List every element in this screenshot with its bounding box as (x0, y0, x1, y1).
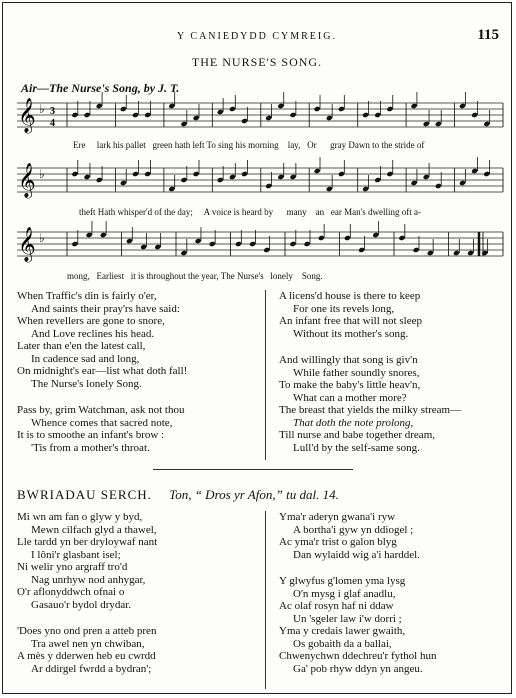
stanza (17, 511, 257, 611)
verse-line: A mès y dderwen heb eu cwrdd (17, 650, 156, 662)
verse-line: Mi wn am fan o glyw y byd, (17, 511, 143, 523)
verse-line: Mewn cilfach glyd a thawel, (31, 523, 157, 536)
stanza (279, 511, 499, 561)
song2-title: BWRIADAU SERCH. (17, 487, 152, 502)
verse-line: O'n mysg i glaf anadlu, (293, 587, 396, 600)
verse-line: I lôni'r glasbant isel; (31, 548, 121, 561)
book-page (2, 2, 512, 694)
verse-line: It is to smoothe an infant's brow : (17, 429, 165, 441)
verse-line: Ac yma'r trist o galon blyg (279, 536, 397, 548)
treble-clef-icon: 𝄞 (18, 163, 36, 198)
verses-right-column (279, 290, 499, 468)
flat-icon: ♭ (39, 167, 45, 181)
verse-line: Yma'r aderyn gwana'i ryw (279, 511, 396, 523)
verse-line: Whence comes that sacred note, (31, 416, 173, 429)
song-title: THE NURSE'S SONG. (191, 55, 323, 69)
verse-line: And saints their pray'rs have said: (31, 302, 180, 315)
lyric-line-1: Ere lark his pallet green hath left To sing his morning lay, Or gray Dawn to the stride of (73, 140, 425, 150)
verse-line: What can a mother more? (293, 391, 407, 404)
verse-line: 'Tis from a mother's throat. (31, 441, 150, 454)
tune-reference: Ton, “ Dros yr Afon,” tu dal. 14. (169, 487, 339, 502)
flat-icon: ♭ (39, 231, 45, 245)
verse-line: Later than e'en the latest call, (17, 340, 146, 352)
verse-line: Chwenychwn ddechreu'r fythol hun (279, 650, 437, 662)
treble-clef-icon: 𝄞 (18, 98, 36, 133)
verse-line: And willingly that song is giv'n (279, 354, 418, 366)
verse-line: An infant free that will not sleep (279, 315, 422, 327)
verse-line: Ni welir yno argraff tro'd (17, 561, 128, 573)
lyric-line-2: theft Hath whisper'd of the day; A voice is heard by many an ear Man's dwelling oft a- (79, 207, 421, 217)
verse-line: When revellers are gone to snore, (17, 315, 165, 327)
verse-line: Without its mother's song. (293, 327, 409, 340)
verse-line: Yma y credais lawer gwaith, (279, 625, 406, 637)
verse-line: Pass by, grim Watchman, ask not thou (17, 404, 185, 416)
lyric-line-3: mong, Earliest it is throughout the year, The Nurse's lonely Song. (67, 271, 323, 281)
time-signature-icon: 3 (50, 106, 55, 117)
verse-line: Gasauo'r bydol drydar. (31, 598, 132, 611)
treble-clef-icon: 𝄞 (18, 227, 36, 262)
time-signature-icon: 4 (50, 118, 55, 129)
page-number: 115 (477, 27, 499, 43)
stanza (17, 290, 257, 390)
verse-line: Ga' pob rhyw ddyn yn angeu. (293, 662, 423, 675)
verse-line: Lull'd by the self-same song. (293, 441, 420, 454)
verse-line: Y glwyfus g'lomen yma lysg (279, 575, 406, 587)
running-title: Y CANIEDYDD CYMREIG. (177, 31, 337, 42)
stanza (17, 625, 257, 675)
verse-line: To make the baby's little heav'n, (279, 379, 421, 391)
air-credit: Air—The Nurse's Song, by J. T. (21, 81, 180, 95)
verse-line: Till nurse and babe together dream, (279, 429, 435, 441)
verse-line: 'Does yno ond pren a atteb pren (17, 625, 157, 637)
song2-left-column (17, 511, 257, 689)
verse-line: That doth the note prolong, (293, 416, 414, 429)
flat-icon: ♭ (39, 102, 45, 116)
verse-line: The breast that yields the milky stream— (279, 404, 462, 416)
verse-line: When Traffic's din is fairly o'er, (17, 290, 157, 302)
verse-line: A bortha'i gyw yn ddiogel ; (293, 523, 414, 536)
verse-line: The Nurse's lonely Song. (31, 377, 142, 390)
verse-line: Un 'sgeler law i'w dorri ; (293, 612, 402, 625)
stanza (279, 354, 499, 454)
verses-left-column (17, 290, 257, 468)
song2-heading (17, 487, 507, 503)
verse-line: Tra awel nen yn chwiban, (31, 637, 145, 650)
column-divider (265, 290, 266, 460)
verse-line: On midnight's ear—list what doth fall! (17, 365, 188, 377)
section-rule (153, 469, 353, 470)
verse-line: While father soundly snores, (293, 366, 420, 379)
stanza (279, 575, 499, 675)
verse-line: A licens'd house is there to keep (279, 290, 421, 302)
stanza (17, 404, 257, 454)
verse-line: Lle tardd yn ber dryloywaf nant (17, 536, 158, 548)
column-divider (265, 511, 266, 689)
verse-line: O'r aflonyddwch ofnai o (17, 586, 125, 598)
verse-line: Nag unrhyw nod anhygar, (31, 573, 146, 586)
verse-line: For one its revels long, (293, 302, 395, 315)
verse-line: And Love reclines his head. (31, 327, 155, 340)
verse-line: Ar ddirgel fwrdd a bydran'; (31, 662, 152, 675)
verse-line: In cadence sad and long, (31, 352, 140, 365)
verse-line: Os gobaith da a ballai, (293, 637, 392, 650)
song2-right-column (279, 511, 499, 689)
verse-line: Ac olaf rosyn haf ni ddaw (279, 600, 394, 612)
verse-line: Dan wylaidd wig a'i harddel. (293, 548, 420, 561)
stanza (279, 290, 499, 340)
